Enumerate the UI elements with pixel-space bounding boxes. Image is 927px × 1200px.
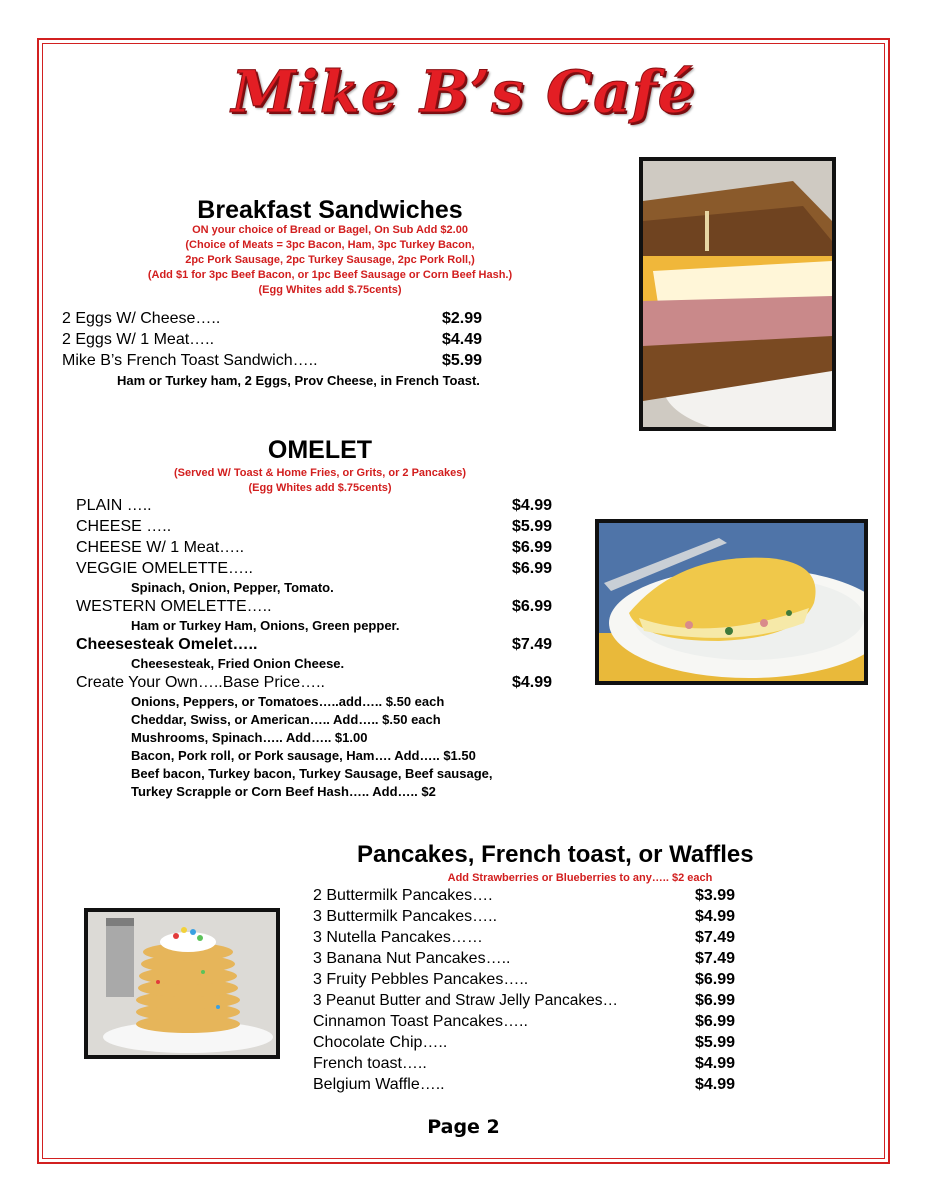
item-price: $5.99 xyxy=(512,518,553,535)
item-price: $4.99 xyxy=(695,1055,736,1072)
omelet-title: OMELET xyxy=(267,436,373,464)
item-price: $5.99 xyxy=(695,1034,736,1051)
item-name: 3 Banana Nut Pancakes….. xyxy=(313,950,511,967)
item-name: 3 Fruity Pebbles Pancakes….. xyxy=(313,971,529,988)
item-price: $7.49 xyxy=(695,950,736,967)
addon-line: Mushrooms, Spinach….. Add….. $1.00 xyxy=(131,730,368,745)
item-name: French toast….. xyxy=(313,1055,427,1072)
item-name: Chocolate Chip….. xyxy=(313,1034,448,1051)
sandwich-illustration xyxy=(643,161,832,427)
item-price: $4.99 xyxy=(695,908,736,925)
page-number: Page 2 xyxy=(427,1116,500,1138)
item-name: 3 Buttermilk Pancakes….. xyxy=(313,908,498,925)
item-price: $4.49 xyxy=(442,331,483,348)
omelet-photo xyxy=(595,519,868,685)
item-price: $3.99 xyxy=(695,887,736,904)
breakfast-note: (Egg Whites add $.75cents) xyxy=(258,284,402,296)
item-price: $2.99 xyxy=(442,310,483,327)
breakfast-note: 2pc Pork Sausage, 2pc Turkey Sausage, 2pc Pork Roll,) xyxy=(185,254,475,266)
addon-line: Turkey Scrapple or Corn Beef Hash….. Add….. $2 xyxy=(131,784,436,799)
item-price: $6.99 xyxy=(512,539,553,556)
omelet-illustration xyxy=(599,523,864,681)
pancake-stack-photo xyxy=(84,908,280,1059)
item-price: $5.99 xyxy=(442,352,483,369)
item-price: $6.99 xyxy=(695,1013,736,1030)
item-price: $6.99 xyxy=(695,992,736,1009)
addon-line: Beef bacon, Turkey bacon, Turkey Sausage, Beef sausage, xyxy=(131,766,493,781)
item-name: 2 Eggs W/ 1 Meat….. xyxy=(62,331,215,348)
item-name: CHEESE ….. xyxy=(76,518,172,535)
pancake-illustration xyxy=(88,912,276,1055)
pancakes-note: Add Strawberries or Blueberries to any….. $2 each xyxy=(447,872,713,884)
addon-line: Bacon, Pork roll, or Pork sausage, Ham…. Add….. $1.50 xyxy=(131,748,476,763)
item-name: CHEESE W/ 1 Meat….. xyxy=(76,539,245,556)
item-price: $7.49 xyxy=(512,636,553,653)
omelet-note: (Egg Whites add $.75cents) xyxy=(248,482,392,494)
breakfast-note: (Add $1 for 3pc Beef Bacon, or 1pc Beef Sausage or Corn Beef Hash.) xyxy=(147,269,513,281)
item-price: $4.99 xyxy=(695,1076,736,1093)
item-name: Cinnamon Toast Pancakes….. xyxy=(313,1013,528,1030)
addon-line: Onions, Peppers, or Tomatoes…..add….. $.50 each xyxy=(131,694,445,709)
item-price: $7.49 xyxy=(695,929,736,946)
item-name: Cheesesteak Omelet….. xyxy=(76,636,258,653)
breakfast-note: ON your choice of Bread or Bagel, On Sub Add $2.00 xyxy=(192,224,468,236)
item-price: $6.99 xyxy=(512,560,553,577)
item-name: 2 Buttermilk Pancakes…. xyxy=(313,887,493,904)
omelet-note: (Served W/ Toast & Home Fries, or Grits, or 2 Pancakes) xyxy=(174,467,466,479)
breakfast-note: (Choice of Meats = 3pc Bacon, Ham, 3pc Turkey Bacon, xyxy=(185,239,475,251)
item-description: Spinach, Onion, Pepper, Tomato. xyxy=(131,580,334,595)
omelet-notes xyxy=(120,466,520,496)
item-name: WESTERN OMELETTE….. xyxy=(76,598,272,615)
item-name: VEGGIE OMELETTE….. xyxy=(76,560,253,577)
item-name: PLAIN ….. xyxy=(76,497,152,514)
item-description: Cheesesteak, Fried Onion Cheese. xyxy=(131,656,345,671)
cafe-logo: Mike B’s Café xyxy=(231,58,696,126)
addon-line: Cheddar, Swiss, or American….. Add….. $.50 each xyxy=(131,712,441,727)
item-price: $6.99 xyxy=(695,971,736,988)
item-price: $6.99 xyxy=(512,598,553,615)
pancakes-title: Pancakes, French toast, or Waffles xyxy=(357,841,754,868)
sandwich-photo xyxy=(639,157,836,431)
item-name: Mike B’s French Toast Sandwich….. xyxy=(62,352,318,369)
item-name: 3 Peanut Butter and Straw Jelly Pancakes… xyxy=(313,992,618,1009)
item-price: $4.99 xyxy=(512,674,553,691)
item-name: 2 Eggs W/ Cheese….. xyxy=(62,310,221,327)
item-price: $4.99 xyxy=(512,497,553,514)
breakfast-notes xyxy=(80,223,580,298)
item-description: Ham or Turkey ham, 2 Eggs, Prov Cheese, in French Toast. xyxy=(117,373,480,388)
item-name: Belgium Waffle….. xyxy=(313,1076,445,1093)
breakfast-title: Breakfast Sandwiches xyxy=(197,196,463,224)
item-description: Ham or Turkey Ham, Onions, Green pepper. xyxy=(131,618,400,633)
item-name: Create Your Own…..Base Price….. xyxy=(76,674,325,691)
item-name: 3 Nutella Pancakes…… xyxy=(313,929,483,946)
